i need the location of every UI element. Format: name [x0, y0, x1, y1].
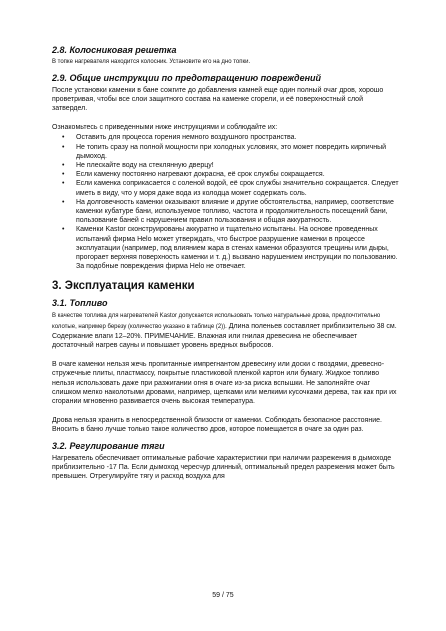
- section-2-8-text: В топке нагревателя находится колосник. Установите его на дно топки.: [52, 59, 251, 65]
- section-3-1-paragraph-3: Дрова нельзя хранить в непосредственной близости от каменки. Соблюдать безопасное расстояние. Вносить в баню лучше только такое количество дров, которое помещается в очаге за один раз.: [52, 417, 382, 434]
- bullet-icon: •: [62, 198, 65, 206]
- list-item: • Если каменку постоянно нагревают докрасна, её срок службы сокращается.: [62, 171, 325, 179]
- section-3-heading: 3. Эксплуатация каменки: [52, 280, 195, 293]
- bullet-icon: •: [62, 180, 65, 188]
- bullet-icon: •: [62, 161, 65, 169]
- document-page: [52, 45, 400, 487]
- fuel-small-text: В качестве топлива для нагревателей Kastor допускается использовать только натуральные дрова, предпочтительно колотые, например березу (количество указано в таблице (2)).: [52, 313, 381, 330]
- list-item: • На долговечность каменки оказывают влияние и другие обстоятельства, например, соответствие каменки кубатуре бани, используемое топливо, частота и продолжительность посещений бани, пользование баней с нарушением правил пользования и общая аккуратность.: [62, 198, 394, 225]
- list-item: • Если каменка соприкасается с соленой водой, её срок службы значительно сокращается. Следует иметь в виду, что у моря даже вода из колодца может содержать соль.: [62, 180, 399, 197]
- list-item: • Каменки Kastor сконструированы аккуратно и тщательно испытаны. На основе проведенных испытаний фирма Helo может утверждать, что быстрое разрушение каменки в процессе эксплуатации (например, под влиянием жара в стенах каменки образуются трещины или дыры, прогорает верхняя поверхность каменки и т. д.) вызвано нарушением инструкции по пользованию. За подобные повреждения фирма Helo не отвечает.: [62, 226, 398, 271]
- list-item: • Не плескайте воду на стеклянную дверцу!: [62, 161, 214, 169]
- bullet-icon: •: [62, 226, 65, 234]
- section-2-8-heading: 2.8. Колосниковая решетка: [52, 45, 177, 55]
- section-3-1-heading: 3.1. Топливо: [52, 298, 108, 309]
- list-item: • Оставить для процесса горения немного воздушного пространства.: [62, 134, 297, 142]
- list-item: • Не топить сразу на полной мощности при холодных условиях, это может повредить кирпичный дымоход.: [62, 143, 387, 160]
- section-3-1-paragraph-2: В очаге каменки нельзя жечь пропитанные импрегнантом древесину или доски с гвоздями, древесно-стружечные плиты, пластмассу, покрытые пластиковой пленкой картон или бумагу. Жидкое топливо нельзя использовать даже при разжигании огня в очаге из-за риска вспышки. Не заполняйте очаг слишком мелко наколотыми дровами, например, щепками или мелкими кусочками дерева, так как при их сгорании мгновенно развивается очень высокая температура.: [52, 361, 397, 405]
- bullet-icon: •: [62, 143, 65, 151]
- section-3-2-heading: 3.2. Регулирование тяги: [52, 440, 165, 451]
- page-number: 59 / 75: [212, 592, 234, 599]
- section-2-9-intro: После установки каменки в бане сожгите до добавления камней еще один полный очаг дров, хорошо проветривая, чтобы все слои защитного состава на каменке сгорели, и её поверхностный слой затвердел.: [52, 86, 384, 112]
- fuel-rest-text: Длина поленьев составляет приблизительно 38 см. Содержание влаги 12–20%. ПРИМЕЧАНИЕ. Влажная или гнилая древесина не обеспечивает достаточный нагрев сауны и повышает уровень вредных выбросов.: [52, 322, 397, 349]
- instructions-list: [52, 133, 400, 271]
- bullet-icon: •: [62, 134, 65, 142]
- section-2-9-heading: 2.9. Общие инструкции по предотвращению повреждений: [52, 72, 322, 83]
- section-2-9-lead: Ознакомьтесь с приведенными ниже инструкциями и соблюдайте их:: [52, 124, 278, 132]
- section-3-1-paragraph-1: [52, 311, 400, 350]
- section-3-2-paragraph-1: Нагреватель обеспечивает оптимальные рабочие характеристики при наличии разрежения в дымоходе приблизительно -17 Па. Если дымоход чересчур длинный, оптимальный предел разрежения может быть превышен. Отрегулируйте тягу и расход воздуха для: [52, 454, 395, 480]
- bullet-icon: •: [62, 171, 65, 179]
